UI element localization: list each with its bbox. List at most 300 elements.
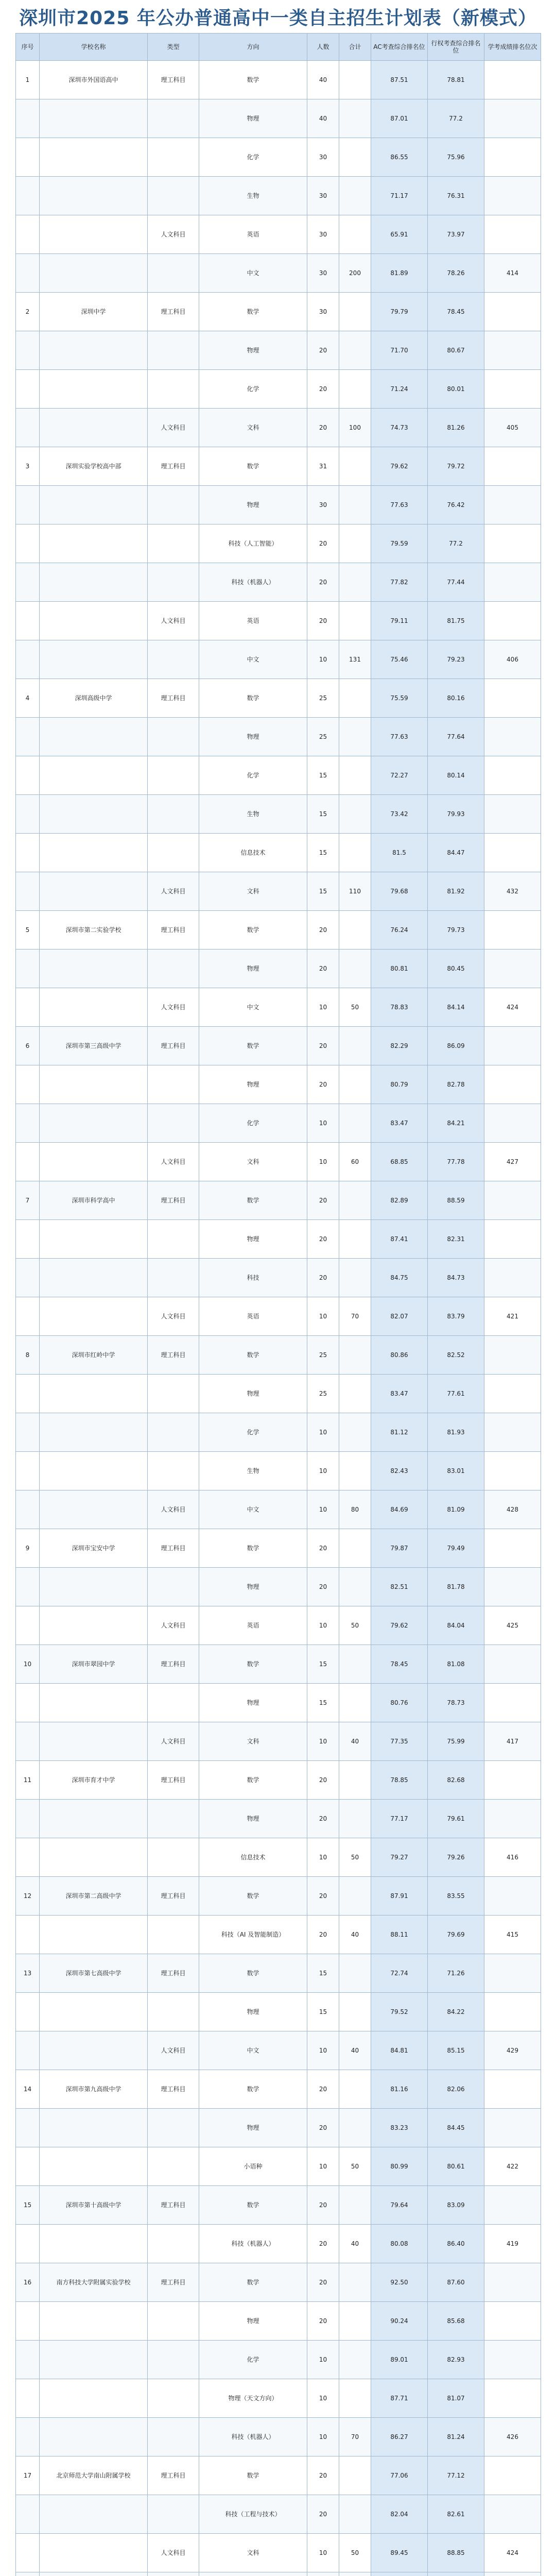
- cell-exercise-rank: 83.79: [428, 1297, 484, 1336]
- cell-exercise-rank: 81.92: [428, 872, 484, 911]
- cell-academic-rank: [484, 61, 541, 99]
- cell-ac-rank: [371, 2572, 428, 2576]
- cell-type: [148, 1993, 199, 2031]
- cell-exercise-rank: 80.14: [428, 756, 484, 795]
- cell-exercise-rank: 77.12: [428, 2456, 484, 2495]
- cell-count: 25: [307, 1336, 339, 1375]
- table-row: [16, 2109, 541, 2147]
- table-row: [16, 2534, 541, 2572]
- cell-type: [148, 563, 199, 602]
- cell-total: [339, 331, 371, 370]
- cell-direction: 信息技术: [199, 834, 307, 872]
- cell-seq: [16, 2495, 40, 2534]
- header-school: 学校名称: [40, 33, 148, 61]
- cell-exercise-rank: 77.44: [428, 563, 484, 602]
- cell-exercise-rank: 83.01: [428, 1452, 484, 1490]
- cell-total: [339, 1877, 371, 1916]
- cell-ac-rank: 80.08: [371, 2225, 428, 2263]
- cell-type: 理工科目: [148, 1761, 199, 1800]
- cell-direction: 科技（人工智能）: [199, 524, 307, 563]
- cell-school: [40, 640, 148, 679]
- cell-seq: [16, 1606, 40, 1645]
- cell-seq: [16, 2147, 40, 2186]
- cell-type: [148, 640, 199, 679]
- cell-count: 20: [307, 1220, 339, 1259]
- cell-academic-rank: [484, 563, 541, 602]
- table-row: [16, 1143, 541, 1181]
- cell-school: [40, 2302, 148, 2341]
- cell-exercise-rank: 78.81: [428, 61, 484, 99]
- cell-ac-rank: 75.59: [371, 679, 428, 718]
- cell-school: [40, 138, 148, 177]
- cell-exercise-rank: 84.45: [428, 2109, 484, 2147]
- cell-academic-rank: [484, 1529, 541, 1568]
- cell-type: [148, 718, 199, 756]
- cell-seq: [16, 834, 40, 872]
- cell-exercise-rank: 85.68: [428, 2302, 484, 2341]
- cell-type: [148, 138, 199, 177]
- cell-school: [40, 718, 148, 756]
- cell-exercise-rank: 77.61: [428, 1375, 484, 1413]
- table-row: [16, 1452, 541, 1490]
- cell-school: [40, 1413, 148, 1452]
- cell-type: [148, 2147, 199, 2186]
- cell-school: [40, 177, 148, 215]
- cell-exercise-rank: 79.23: [428, 640, 484, 679]
- cell-type: [148, 1800, 199, 1838]
- cell-count: 20: [307, 1259, 339, 1297]
- header-type: 类型: [148, 33, 199, 61]
- cell-seq: [16, 1993, 40, 2031]
- table-row: [16, 718, 541, 756]
- cell-exercise-rank: 81.93: [428, 1413, 484, 1452]
- cell-exercise-rank: 77.78: [428, 1143, 484, 1181]
- cell-ac-rank: 87.91: [371, 1877, 428, 1916]
- cell-ac-rank: 80.79: [371, 1065, 428, 1104]
- cell-academic-rank: [484, 2456, 541, 2495]
- cell-type: [148, 1452, 199, 1490]
- cell-count: 10: [307, 1104, 339, 1143]
- cell-exercise-rank: 82.31: [428, 1220, 484, 1259]
- cell-academic-rank: [484, 1568, 541, 1606]
- cell-direction: 物理: [199, 99, 307, 138]
- cell-type: 人文科目: [148, 1143, 199, 1181]
- cell-count: 20: [307, 911, 339, 950]
- cell-academic-rank: [484, 1104, 541, 1143]
- cell-total: [339, 679, 371, 718]
- table-row: [16, 138, 541, 177]
- table-row: [16, 679, 541, 718]
- cell-school: 深圳市科学高中: [40, 1181, 148, 1220]
- cell-academic-rank: [484, 1181, 541, 1220]
- cell-type: 理工科目: [148, 1645, 199, 1684]
- table-row: [16, 1336, 541, 1375]
- cell-seq: [16, 2572, 40, 2576]
- cell-academic-rank: [484, 911, 541, 950]
- cell-count: 31: [307, 447, 339, 486]
- cell-seq: [16, 1452, 40, 1490]
- cell-ac-rank: 84.69: [371, 1490, 428, 1529]
- table-row: [16, 2418, 541, 2456]
- cell-ac-rank: 83.23: [371, 2109, 428, 2147]
- cell-direction: 英语: [199, 1297, 307, 1336]
- cell-direction: 数学: [199, 293, 307, 331]
- cell-exercise-rank: 79.26: [428, 1838, 484, 1877]
- cell-exercise-rank: 80.61: [428, 2147, 484, 2186]
- header-exercise-rank: 行权考查综合排名位: [428, 33, 484, 61]
- cell-ac-rank: 86.27: [371, 2418, 428, 2456]
- cell-direction: 物理: [199, 1993, 307, 2031]
- header-count: 人数: [307, 33, 339, 61]
- cell-academic-rank: [484, 331, 541, 370]
- table-row: [16, 911, 541, 950]
- cell-total: [339, 1645, 371, 1684]
- cell-direction: 文科: [199, 1722, 307, 1761]
- cell-exercise-rank: [428, 2572, 484, 2576]
- cell-type: [148, 524, 199, 563]
- cell-count: 10: [307, 2534, 339, 2572]
- cell-total: [339, 99, 371, 138]
- table-row: [16, 486, 541, 524]
- cell-count: 20: [307, 2495, 339, 2534]
- cell-school: [40, 2109, 148, 2147]
- table-row: [16, 795, 541, 834]
- cell-type: 人文科目: [148, 872, 199, 911]
- cell-academic-rank: [484, 1800, 541, 1838]
- cell-total: 131: [339, 640, 371, 679]
- cell-ac-rank: 84.81: [371, 2031, 428, 2070]
- cell-academic-rank: [484, 950, 541, 988]
- cell-school: 北京师范大学南山附属学校: [40, 2456, 148, 2495]
- cell-direction: 物理: [199, 2302, 307, 2341]
- cell-type: [148, 254, 199, 293]
- cell-direction: 数学: [199, 2456, 307, 2495]
- cell-seq: [16, 718, 40, 756]
- cell-total: [339, 1800, 371, 1838]
- cell-school: [40, 1065, 148, 1104]
- cell-type: 人文科目: [148, 988, 199, 1027]
- table-row: [16, 2263, 541, 2302]
- cell-academic-rank: [484, 2341, 541, 2379]
- table-body: [16, 61, 541, 2576]
- cell-school: 深圳市第七高级中学: [40, 1954, 148, 1993]
- cell-ac-rank: 77.63: [371, 486, 428, 524]
- cell-ac-rank: 82.51: [371, 1568, 428, 1606]
- cell-type: [148, 1259, 199, 1297]
- cell-seq: 13: [16, 1954, 40, 1993]
- cell-ac-rank: 79.11: [371, 602, 428, 640]
- cell-ac-rank: 87.51: [371, 61, 428, 99]
- cell-direction: 数学: [199, 1027, 307, 1065]
- cell-count: 10: [307, 640, 339, 679]
- header-seq: 序号: [16, 33, 40, 61]
- cell-type: [148, 2341, 199, 2379]
- cell-academic-rank: [484, 1065, 541, 1104]
- cell-exercise-rank: 78.26: [428, 254, 484, 293]
- cell-ac-rank: 80.86: [371, 1336, 428, 1375]
- cell-seq: 8: [16, 1336, 40, 1375]
- cell-type: [148, 2572, 199, 2576]
- cell-count: 20: [307, 1761, 339, 1800]
- cell-type: [148, 2379, 199, 2418]
- cell-academic-rank: [484, 602, 541, 640]
- cell-total: [339, 61, 371, 99]
- cell-count: 30: [307, 177, 339, 215]
- cell-direction: 物理（天文方向）: [199, 2379, 307, 2418]
- cell-academic-rank: 421: [484, 1297, 541, 1336]
- cell-exercise-rank: 71.26: [428, 1954, 484, 1993]
- cell-ac-rank: 81.5: [371, 834, 428, 872]
- cell-academic-rank: [484, 756, 541, 795]
- cell-count: [307, 2572, 339, 2576]
- cell-school: [40, 2147, 148, 2186]
- cell-count: 15: [307, 1684, 339, 1722]
- cell-academic-rank: [484, 447, 541, 486]
- cell-direction: 中文: [199, 254, 307, 293]
- cell-seq: 1: [16, 61, 40, 99]
- cell-type: [148, 756, 199, 795]
- cell-total: [339, 602, 371, 640]
- cell-count: 15: [307, 1993, 339, 2031]
- cell-total: [339, 1761, 371, 1800]
- cell-type: [148, 370, 199, 409]
- cell-type: [148, 1916, 199, 1954]
- cell-exercise-rank: 83.55: [428, 1877, 484, 1916]
- table-row: [16, 1181, 541, 1220]
- cell-academic-rank: [484, 795, 541, 834]
- cell-total: [339, 795, 371, 834]
- cell-seq: [16, 1722, 40, 1761]
- cell-count: 20: [307, 1877, 339, 1916]
- cell-seq: 11: [16, 1761, 40, 1800]
- cell-type: [148, 486, 199, 524]
- cell-school: [40, 1259, 148, 1297]
- cell-direction: 数学: [199, 1877, 307, 1916]
- cell-academic-rank: [484, 370, 541, 409]
- table-row: [16, 2147, 541, 2186]
- table-row: [16, 1954, 541, 1993]
- table-row: [16, 1568, 541, 1606]
- cell-direction: 英语: [199, 602, 307, 640]
- cell-total: [339, 1027, 371, 1065]
- cell-direction: 数学: [199, 1529, 307, 1568]
- table-header-row: [16, 33, 541, 61]
- table-row: [16, 1065, 541, 1104]
- cell-type: 理工科目: [148, 1027, 199, 1065]
- cell-academic-rank: [484, 2186, 541, 2225]
- cell-school: 深圳市第十高级中学: [40, 2186, 148, 2225]
- cell-ac-rank: 88.11: [371, 1916, 428, 1954]
- cell-school: 深圳市第九高级中学: [40, 2070, 148, 2109]
- cell-type: 理工科目: [148, 61, 199, 99]
- cell-exercise-rank: 84.14: [428, 988, 484, 1027]
- cell-school: 深圳市红岭中学: [40, 1336, 148, 1375]
- cell-ac-rank: 72.74: [371, 1954, 428, 1993]
- cell-total: [339, 1181, 371, 1220]
- cell-academic-rank: 424: [484, 988, 541, 1027]
- cell-seq: [16, 331, 40, 370]
- cell-seq: [16, 1375, 40, 1413]
- cell-seq: 16: [16, 2263, 40, 2302]
- cell-school: [40, 1143, 148, 1181]
- cell-direction: 文科: [199, 409, 307, 447]
- cell-count: 10: [307, 1606, 339, 1645]
- cell-count: 10: [307, 1413, 339, 1452]
- table-row: [16, 99, 541, 138]
- cell-exercise-rank: 78.73: [428, 1684, 484, 1722]
- cell-exercise-rank: 86.09: [428, 1027, 484, 1065]
- table-row: [16, 2456, 541, 2495]
- cell-exercise-rank: 81.24: [428, 2418, 484, 2456]
- cell-seq: 4: [16, 679, 40, 718]
- cell-seq: [16, 177, 40, 215]
- cell-count: 20: [307, 524, 339, 563]
- cell-academic-rank: 416: [484, 1838, 541, 1877]
- cell-exercise-rank: 84.04: [428, 1606, 484, 1645]
- cell-direction: 科技（AI 及智能制造）: [199, 1916, 307, 1954]
- table-row: [16, 177, 541, 215]
- table-row: [16, 1877, 541, 1916]
- cell-ac-rank: 79.27: [371, 1838, 428, 1877]
- cell-academic-rank: [484, 215, 541, 254]
- cell-seq: [16, 563, 40, 602]
- cell-academic-rank: 425: [484, 1606, 541, 1645]
- table-row: [16, 1800, 541, 1838]
- cell-seq: [16, 1800, 40, 1838]
- table-row: [16, 1606, 541, 1645]
- cell-seq: [16, 756, 40, 795]
- cell-type: 理工科目: [148, 1954, 199, 1993]
- cell-exercise-rank: 87.60: [428, 2263, 484, 2302]
- cell-count: 10: [307, 1838, 339, 1877]
- cell-ac-rank: 82.04: [371, 2495, 428, 2534]
- cell-exercise-rank: 81.09: [428, 1490, 484, 1529]
- cell-exercise-rank: 82.52: [428, 1336, 484, 1375]
- cell-seq: [16, 486, 40, 524]
- cell-academic-rank: [484, 2379, 541, 2418]
- cell-direction: 物理: [199, 1568, 307, 1606]
- cell-exercise-rank: 76.31: [428, 177, 484, 215]
- table-row: [16, 1993, 541, 2031]
- table-row: [16, 524, 541, 563]
- cell-ac-rank: 82.89: [371, 1181, 428, 1220]
- cell-academic-rank: [484, 177, 541, 215]
- cell-academic-rank: [484, 138, 541, 177]
- cell-seq: [16, 602, 40, 640]
- cell-type: [148, 2495, 199, 2534]
- cell-direction: 中文: [199, 1490, 307, 1529]
- cell-count: 20: [307, 1065, 339, 1104]
- cell-exercise-rank: 81.07: [428, 2379, 484, 2418]
- cell-ac-rank: 81.89: [371, 254, 428, 293]
- cell-count: 10: [307, 2147, 339, 2186]
- cell-ac-rank: 79.79: [371, 293, 428, 331]
- table-row: [16, 756, 541, 795]
- cell-count: 20: [307, 602, 339, 640]
- cell-total: [339, 1336, 371, 1375]
- cell-type: 人文科目: [148, 1722, 199, 1761]
- cell-exercise-rank: 79.93: [428, 795, 484, 834]
- cell-seq: [16, 1413, 40, 1452]
- cell-exercise-rank: 80.01: [428, 370, 484, 409]
- cell-count: 15: [307, 834, 339, 872]
- cell-school: [40, 2031, 148, 2070]
- cell-direction: 英语: [199, 215, 307, 254]
- cell-seq: [16, 950, 40, 988]
- cell-total: 50: [339, 1606, 371, 1645]
- cell-exercise-rank: 75.96: [428, 138, 484, 177]
- cell-seq: [16, 2341, 40, 2379]
- cell-seq: [16, 138, 40, 177]
- cell-count: 25: [307, 679, 339, 718]
- page-title: 深圳市2025 年公办普通高中一类自主招生计划表（新模式）: [15, 0, 541, 33]
- cell-ac-rank: 89.01: [371, 2341, 428, 2379]
- cell-academic-rank: [484, 293, 541, 331]
- cell-seq: [16, 1568, 40, 1606]
- cell-type: 理工科目: [148, 679, 199, 718]
- cell-direction: 数学: [199, 679, 307, 718]
- table-row: [16, 331, 541, 370]
- cell-direction: 科技（机器人）: [199, 2418, 307, 2456]
- cell-seq: [16, 2109, 40, 2147]
- cell-type: [148, 331, 199, 370]
- cell-type: [148, 950, 199, 988]
- cell-direction: 英语: [199, 1606, 307, 1645]
- cell-seq: [16, 1143, 40, 1181]
- table-row: [16, 988, 541, 1027]
- cell-school: [40, 215, 148, 254]
- cell-academic-rank: 406: [484, 640, 541, 679]
- cell-seq: [16, 409, 40, 447]
- table-row: [16, 2341, 541, 2379]
- cell-ac-rank: 79.62: [371, 1606, 428, 1645]
- cell-type: 理工科目: [148, 447, 199, 486]
- cell-ac-rank: 77.63: [371, 718, 428, 756]
- cell-direction: 科技（机器人）: [199, 2225, 307, 2263]
- cell-total: [339, 1954, 371, 1993]
- cell-exercise-rank: 81.78: [428, 1568, 484, 1606]
- cell-exercise-rank: 86.40: [428, 2225, 484, 2263]
- cell-school: [40, 563, 148, 602]
- cell-direction: 数学: [199, 1954, 307, 1993]
- cell-total: [339, 1413, 371, 1452]
- cell-direction: 数学: [199, 911, 307, 950]
- cell-type: 人文科目: [148, 1606, 199, 1645]
- cell-ac-rank: 79.59: [371, 524, 428, 563]
- table-row: [16, 1529, 541, 1568]
- cell-type: [148, 1413, 199, 1452]
- cell-seq: [16, 2379, 40, 2418]
- table-row: [16, 1645, 541, 1684]
- table-row: [16, 1916, 541, 1954]
- cell-type: 理工科目: [148, 2456, 199, 2495]
- cell-count: 20: [307, 1916, 339, 1954]
- cell-academic-rank: [484, 1761, 541, 1800]
- cell-seq: [16, 370, 40, 409]
- cell-school: [40, 756, 148, 795]
- table-row: [16, 1027, 541, 1065]
- cell-school: [40, 1800, 148, 1838]
- cell-ac-rank: 83.47: [371, 1104, 428, 1143]
- cell-school: 深圳市育才中学: [40, 1761, 148, 1800]
- table-row: [16, 1375, 541, 1413]
- cell-school: [40, 950, 148, 988]
- cell-count: 10: [307, 1722, 339, 1761]
- cell-academic-rank: [484, 1993, 541, 2031]
- cell-ac-rank: 77.17: [371, 1800, 428, 1838]
- cell-count: 20: [307, 1800, 339, 1838]
- table-row: [16, 1761, 541, 1800]
